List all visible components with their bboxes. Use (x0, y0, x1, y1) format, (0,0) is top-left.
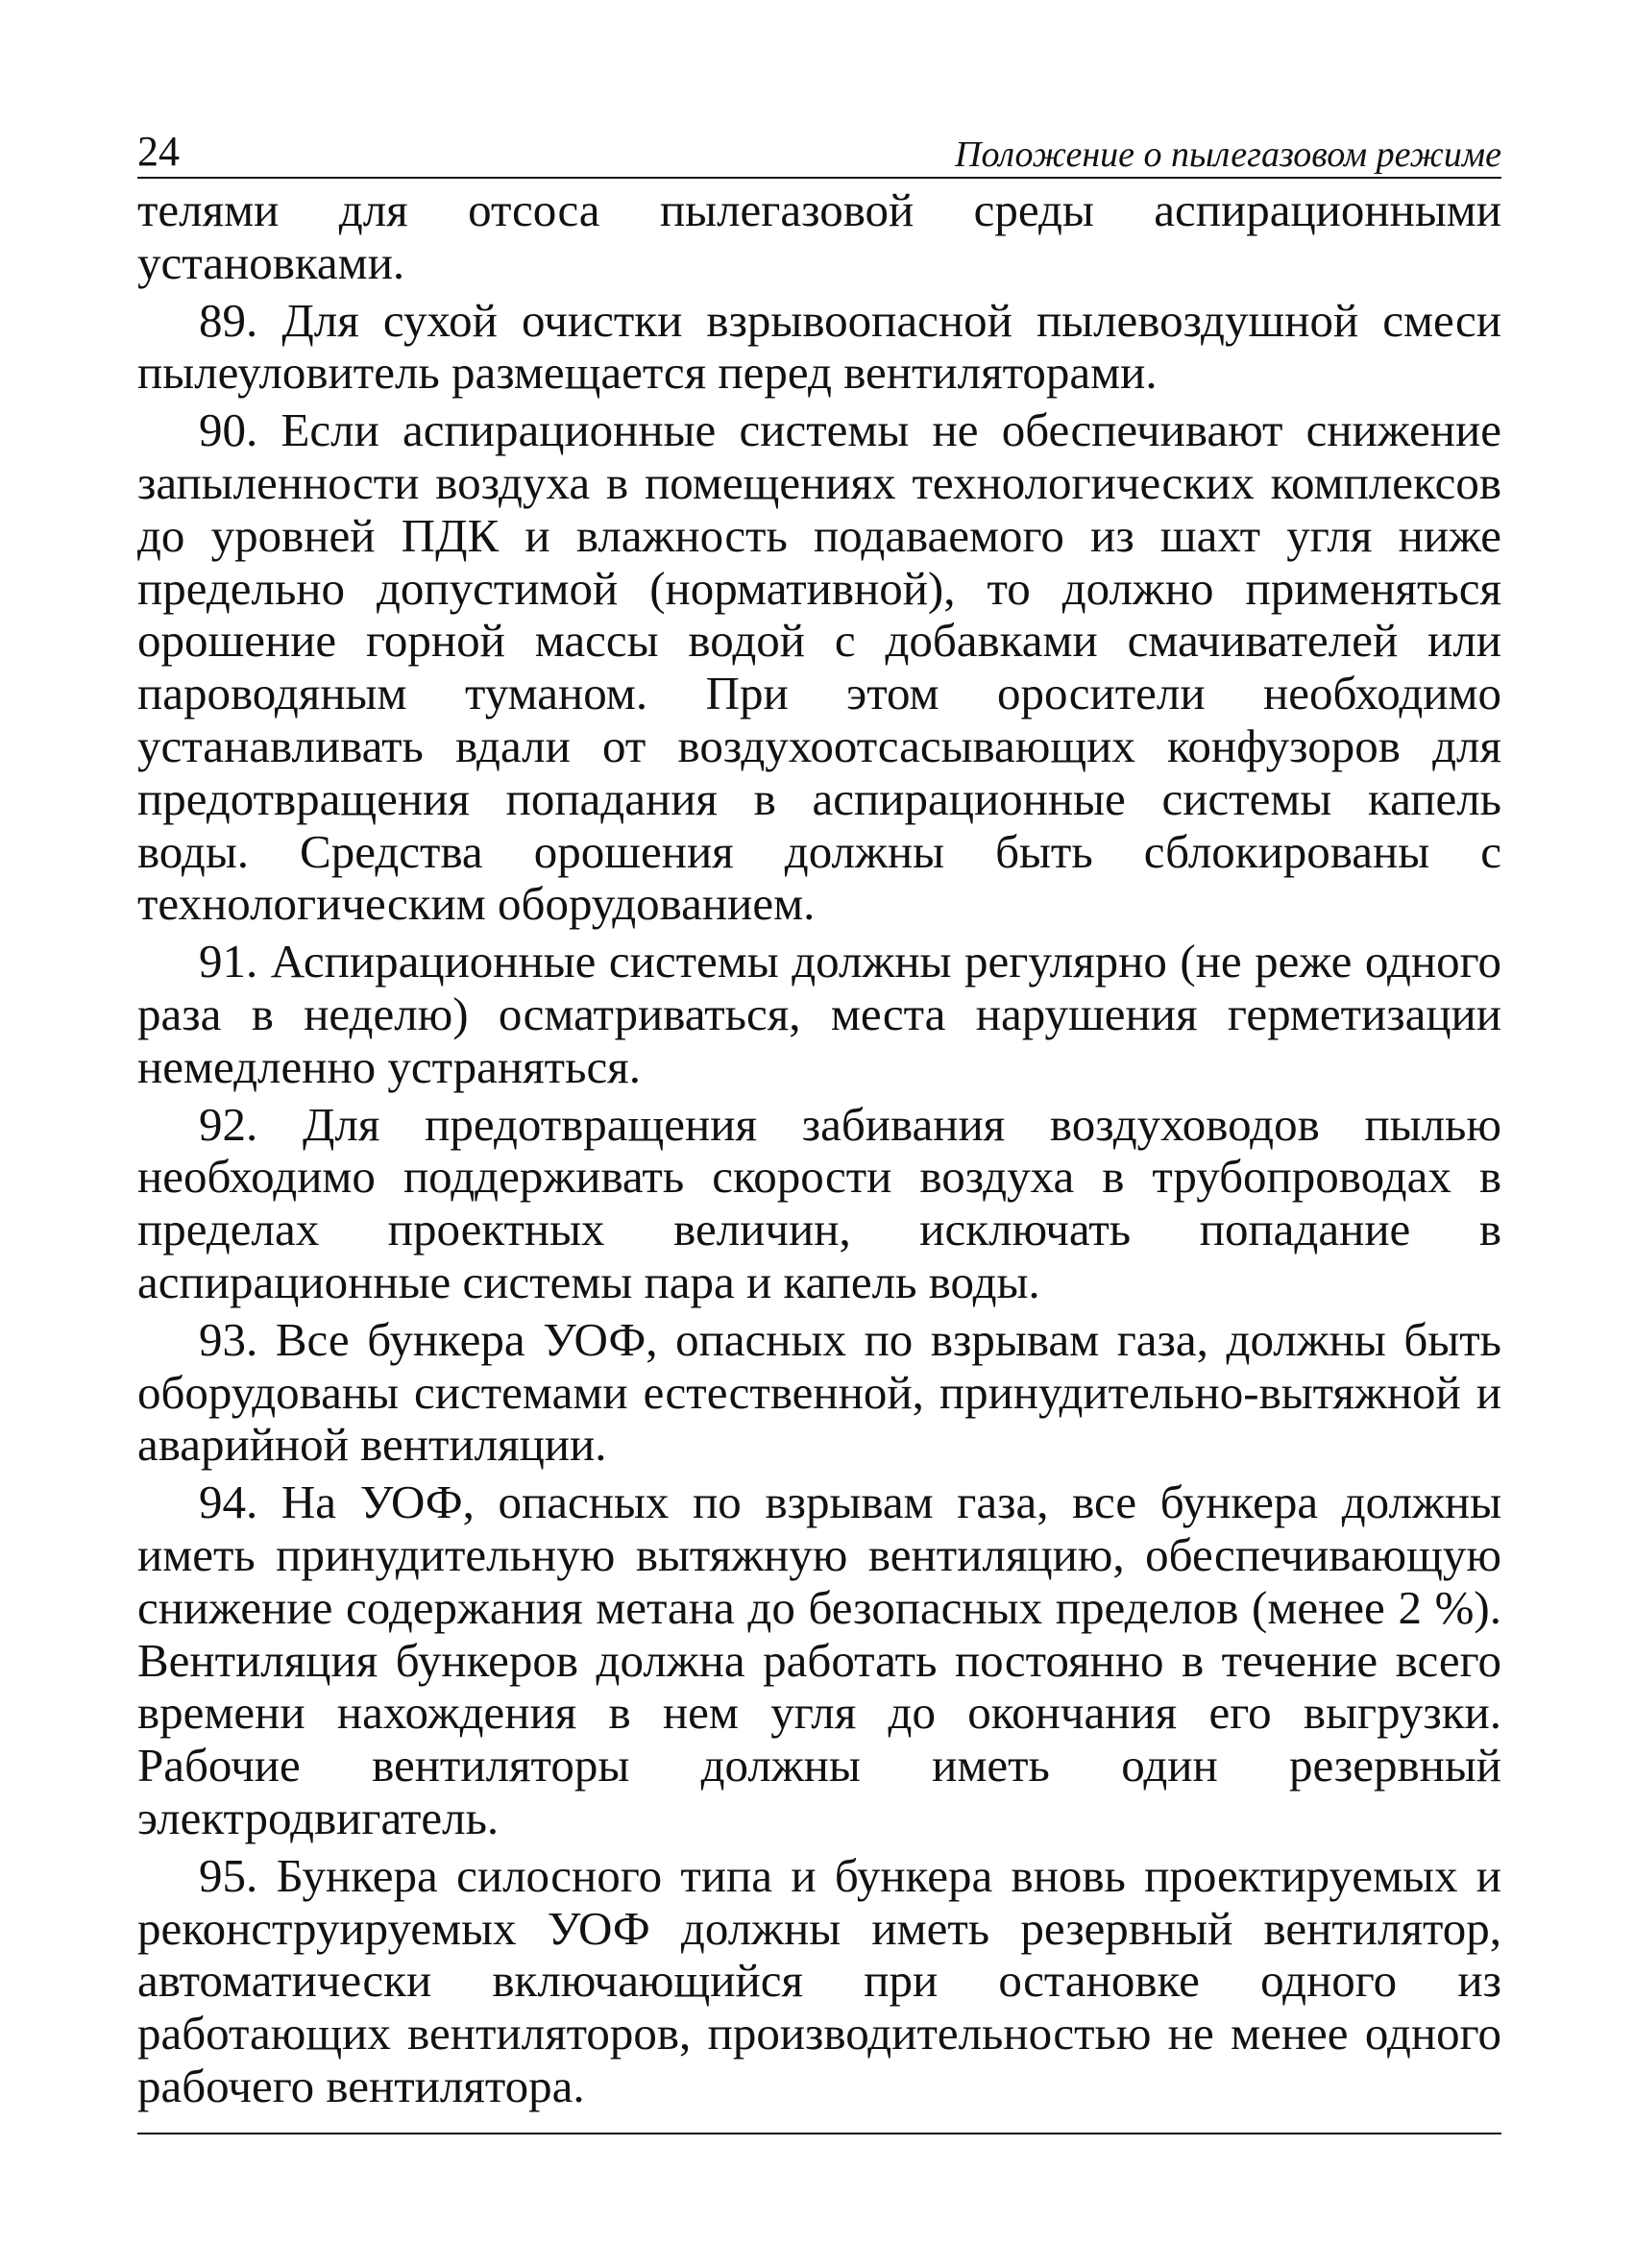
body-text (137, 184, 1501, 2113)
running-header-title: Положение о пылегазовом режиме (955, 134, 1501, 175)
document-page (137, 123, 1501, 2134)
paragraph-95: 95. Бункера силосного типа и бункера вновь проектируемых и реконструируемых УОФ должны иметь резервный вентилятор, автоматически включающийся при остановке одного из работающих вентиляторов, производительностью не менее одного рабочего вентилятора. (137, 1848, 1501, 2112)
paragraph-94: 94. На УОФ, опасных по взрывам газа, все бункера должны иметь принудительную вытяжную вентиляцию, обеспечивающую снижение содержания метана до безопасных пределов (менее 2 %). Вентиляция бункеров должна работать постоянно в течение всего времени нахождения в нем угля до окончания его выгрузки. Рабочие вентиляторы должны иметь один резервный электродвигатель. (137, 1475, 1501, 1844)
paragraph-89: 89. Для сухой очистки взрывоопасной пылевоздушной смеси пылеуловитель размещается перед вентиляторами. (137, 293, 1501, 400)
paragraph-93: 93. Все бункера УОФ, опасных по взрывам газа, должны быть оборудованы системами естественной, принудительно-вытяжной и аварийной вентиляции. (137, 1312, 1501, 1472)
paragraph-90: 90. Если аспирационные системы не обеспечивают снижение запыленности воздуха в помещениях технологических комплексов до уровней ПДК и влажность подаваемого из шахт угля ниже предельно допустимой (нормативной), то должно применяться орошение горной массы водой с добавками смачивателей или пароводяным туманом. При этом оросители необходимо устанавливать вдали от воздухоотсасывающих конфузоров для предотвращения попадания в аспирационные системы капель воды. Средства орошения должны быть сблокированы с технологическим оборудованием. (137, 403, 1501, 931)
bottom-rule (137, 2133, 1501, 2134)
page-number: 24 (137, 128, 180, 175)
paragraph-continuation: телями для отсоса пылегазовой среды аспирационными установками. (137, 183, 1501, 289)
paragraph-91: 91. Аспирационные системы должны регулярно (не реже одного раза в неделю) осматриваться, места нарушения герметизации немедленно устраняться. (137, 935, 1501, 1093)
paragraph-92: 92. Для предотвращения забивания воздуховодов пылью необходимо поддерживать скорости воздуха в трубопроводах в пределах проектных величин, исключать попадание в аспирационные системы пара и капель воды. (137, 1097, 1501, 1308)
running-header (137, 123, 1501, 179)
